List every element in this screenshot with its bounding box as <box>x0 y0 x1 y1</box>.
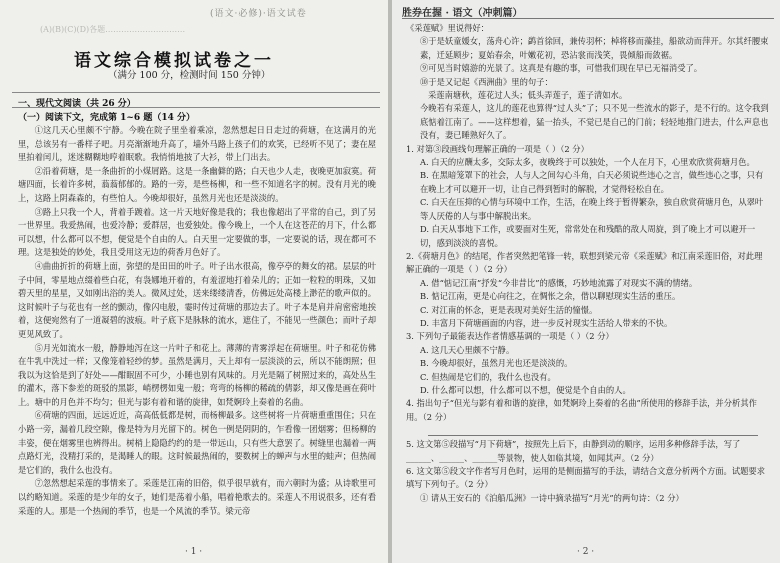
answer-blank-line[interactable] <box>428 424 758 436</box>
answer-option: A. 白天的应酬太多，交际太多，夜晚终于可以独处，一个人在月下，心里欢欣赏荷塘月色。 <box>420 157 755 168</box>
answer-option: D. 丰富月下荷塘画面的内容，进一步反衬现实生活给人带来的不快。 <box>420 317 673 328</box>
subsection-heading: （一）阅读下文，完成第 1~6 题（14 分） <box>18 113 195 123</box>
left-page <box>0 0 388 563</box>
passage-paragraph: ⑦忽然想起采莲的事情来了。采莲是江南的旧俗，似乎很早就有，而六朝时为盛；从诗歌里可以约略知道。采莲的是少年的女子，她们是荡着小船，唱着艳歌去的。采莲人不用说很多，还有看采莲的人。那是一个热闹的季节，也是一个风流的季节。梁元帝 <box>18 478 376 516</box>
passage-paragraph: ④曲曲折折的荷塘上面，弥望的是田田的叶子。叶子出水很高，像亭亭的舞女的裙。层层的叶子中间，零星地点缀着些白花，有袅娜地开着的，有羞涩地打着朵儿的；正如一粒粒的明珠，又如碧天里的星星，又如刚出浴的美人。微风过处，送来缕缕清香，仿佛远处高楼上渺茫的歌声似的。这时候叶子与花也有一丝的颤动，像闪电般，霎时传过荷塘的那边去了。叶子本是肩并肩密密地挨着，这便宛然有了一道凝碧的波痕。叶子底下是脉脉的流水，遮住了，不能见一些颜色；而叶子却更见风致了。 <box>18 260 376 339</box>
section-rule <box>12 92 380 93</box>
passage-paragraph: ⑤月光如流水一般，静静地泻在这一片叶子和花上。薄薄的青雾浮起在荷塘里。叶子和花仿佛在牛乳中洗过一样；又像笼着轻纱的梦。虽然是满月，天上却有一层淡淡的云，所以不能朗照；但我以为这恰是到了好处——酣眠固不可少，小睡也别有风味的。月光是隔了树照过来的，高处丛生的灌木，落下参差的斑驳的黑影，峭楞楞如鬼一般；弯弯的杨柳的稀疏的倩影，却又像是画在荷叶上。塘中的月色并不均匀；但光与影有着和谐的旋律，如梵婀玲上奏着的名曲。 <box>18 342 376 407</box>
passage-line: 今晚若有采莲人，这儿的莲花也算得“过人头”了；只不见一些流水的影子，是不行的。这令我到底惦着江南了。——这样想着，猛一抬头，不觉已是自己的门前；轻轻地推门进去，什么声息也没有，妻已睡熟好久了。 <box>420 103 769 141</box>
passage-paragraph: ①这几天心里颇不宁静。今晚在院子里坐着乘凉，忽然想起日日走过的荷塘，在这满月的光里，总该另有一番样子吧。月亮渐渐地升高了，墙外马路上孩子们的欢笑，已经听不见了；妻在屋里拍着闰儿，迷迷糊糊地哼着眠歌。我悄悄地披了大衫，带上门出去。 <box>18 125 376 163</box>
question-stem: 4. 指出句子“但光与影有着和谐的旋律，如梵婀玲上奏着的名曲”所使用的修辞手法，并分析其作用。（2 分） <box>406 398 757 422</box>
question-stem: 2.《荷塘月色》的结尾，作者突然把笔锋一转，联想到梁元帝《采莲赋》和江南采莲旧俗，对此理解正确的一项是（ ）（2 分） <box>406 250 763 275</box>
page-number: · 1 · <box>185 547 203 557</box>
question-stem: 3. 下列句子最能表达作者情感基调的一项是（ ）（2 分） <box>406 331 614 342</box>
question-stem: 5. 这文第⑤段描写“月下荷塘”，按照先上后下，由静到动的顺序，运用多种修辞手法，写了______、______、______等景物，使人如临其境，如闻其声。（2 分） <box>406 439 741 463</box>
passage-line: 《采莲赋》里说得好： <box>406 23 489 33</box>
answer-option: A. 这几天心里颇不宁静。 <box>420 344 515 355</box>
question-stem: 1. 对第③段画线句理解正确的一项是（ ）（2 分） <box>406 143 589 154</box>
passage-line: ⑨可见当时嬉游的光景了。这真是有趣的事，可惜我们现在早已无福消受了。 <box>420 63 703 74</box>
question-stem: 6. 这文第⑤段文字作者写月色时，运用的是侧面描写的手法，请结合文意分析两个方面。试题要求填写下列句子。（2 分） <box>406 466 766 490</box>
left-page-header: (语文·必修)·语文试卷 <box>210 9 307 19</box>
right-page-header: 胜券在握 · 语文（冲刺篇） <box>402 8 523 19</box>
reading-passage <box>18 124 376 518</box>
answer-option: B. 惦记江南，更是心向往之，在惆怅之余，借以聊慰现实生活的重压。 <box>420 291 681 302</box>
answer-option: C. 白天在压抑的心情与环境中工作，生活，在晚上终于暂得繁杂，独自欣赏荷塘月色，从翠叶等人厌倦的人与事中解脱出来。 <box>420 197 764 221</box>
exam-title: 语文综合模拟试卷之一 <box>74 51 274 71</box>
answer-option: C. 对江南的怀念，更是表现对美好生活的憧憬。 <box>420 304 598 315</box>
right-page <box>392 0 780 563</box>
subsection-rule <box>12 107 380 108</box>
questions-area <box>406 22 770 505</box>
passage-paragraph: ⑥荷塘的四面，远远近近，高高低低都是树，而杨柳最多。这些树将一片荷塘重重围住；只在小路一旁，漏着几段空隙，像是特为月光留下的。树色一例是阴阴的，乍看像一团烟雾；但杨柳的丰姿，便在烟雾里也辨得出。树梢上隐隐约约的是一带远山，只有些大意罢了。树缝里也漏着一两点路灯光，没精打采的，是渴睡人的眼。这时候最热闹的，要数树上的蝉声与水里的蛙声；但热闹是它们的，我什么也没有。 <box>18 410 376 475</box>
sub-question: ① 请从王安石的《泊船瓜洲》一诗中摘录描写“月光”的两句诗：（2 分） <box>420 492 684 503</box>
answer-option: D. 什么都可以想，什么都可以不想，便觉是个自由的人。 <box>420 384 631 395</box>
passage-paragraph: ③路上只我一个人，背着手踱着。这一片天地好像是我的；我也像超出了平常的自己，到了另一世界里。我爱热闹，也爱冷静；爱群居，也爱独处。像今晚上，一个人在这苍茫的月下，什么都可以想，什么都可以不想，便觉是个自由的人。白天里一定要做的事，一定要说的话，现在都可不理。这是独处的妙处，我且受用这无边的荷香月色好了。 <box>18 206 376 258</box>
passage-line: ⑧于是妖童媛女，荡舟心许；鹢首徐回，兼传羽杯；棹将移而藻挂，船欲动而萍开。尔其纤腰束素，迁延顾步；夏始春余，叶嫩花初，恐沾裳而浅笑，畏倾船而敛裾。 <box>420 36 769 60</box>
header-rule <box>402 18 774 19</box>
answer-option: C. 但热闹是它们的，我什么也没有。 <box>420 371 556 382</box>
bleed-through-text: (A)(B)(C)(D)各题………………………… <box>40 25 186 34</box>
answer-option: B. 今晚却很好，虽然月光也还是淡淡的。 <box>420 358 573 369</box>
section-heading: 一、现代文阅读（共 26 分） <box>18 99 136 109</box>
exam-subtitle: （满分 100 分，检测时间 150 分钟） <box>108 70 271 81</box>
answer-option: D. 白天从事地下工作，或要面对生死，常常处在和残酷的敌人周旋，到了晚上才可以避开一切，感到淡淡的喜悦。 <box>420 224 756 248</box>
answer-option: B. 在黑暗笼罩下的社会，人与人之间勾心斗角，白天必须说些违心之言，做些违心之事，只有在晚上才可以避开一切，让自己得到暂时的解脱，才觉得轻松自在。 <box>420 170 764 194</box>
passage-paragraph: ②沿着荷塘，是一条曲折的小煤屑路。这是一条幽僻的路；白天也少人走，夜晚更加寂寞。荷塘四面，长着许多树，蓊蓊郁郁的。路的一旁，是些杨柳，和一些不知道名字的树。没有月光的晚上，这路上阴森森的，有些怕人。今晚却很好，虽然月光也还是淡淡的。 <box>18 165 376 203</box>
page-number: · 2 · <box>577 547 595 557</box>
passage-line: ⑩于是又记起《西洲曲》里的句子： <box>420 76 553 87</box>
answer-option: A. 借“惦记江南”抒发“今非昔比”的感慨，巧妙地流露了对现实不满的情绪。 <box>420 277 698 288</box>
poem-line: 采莲南塘秋，莲花过人头；低头弄莲子，莲子清如水。 <box>428 90 628 101</box>
